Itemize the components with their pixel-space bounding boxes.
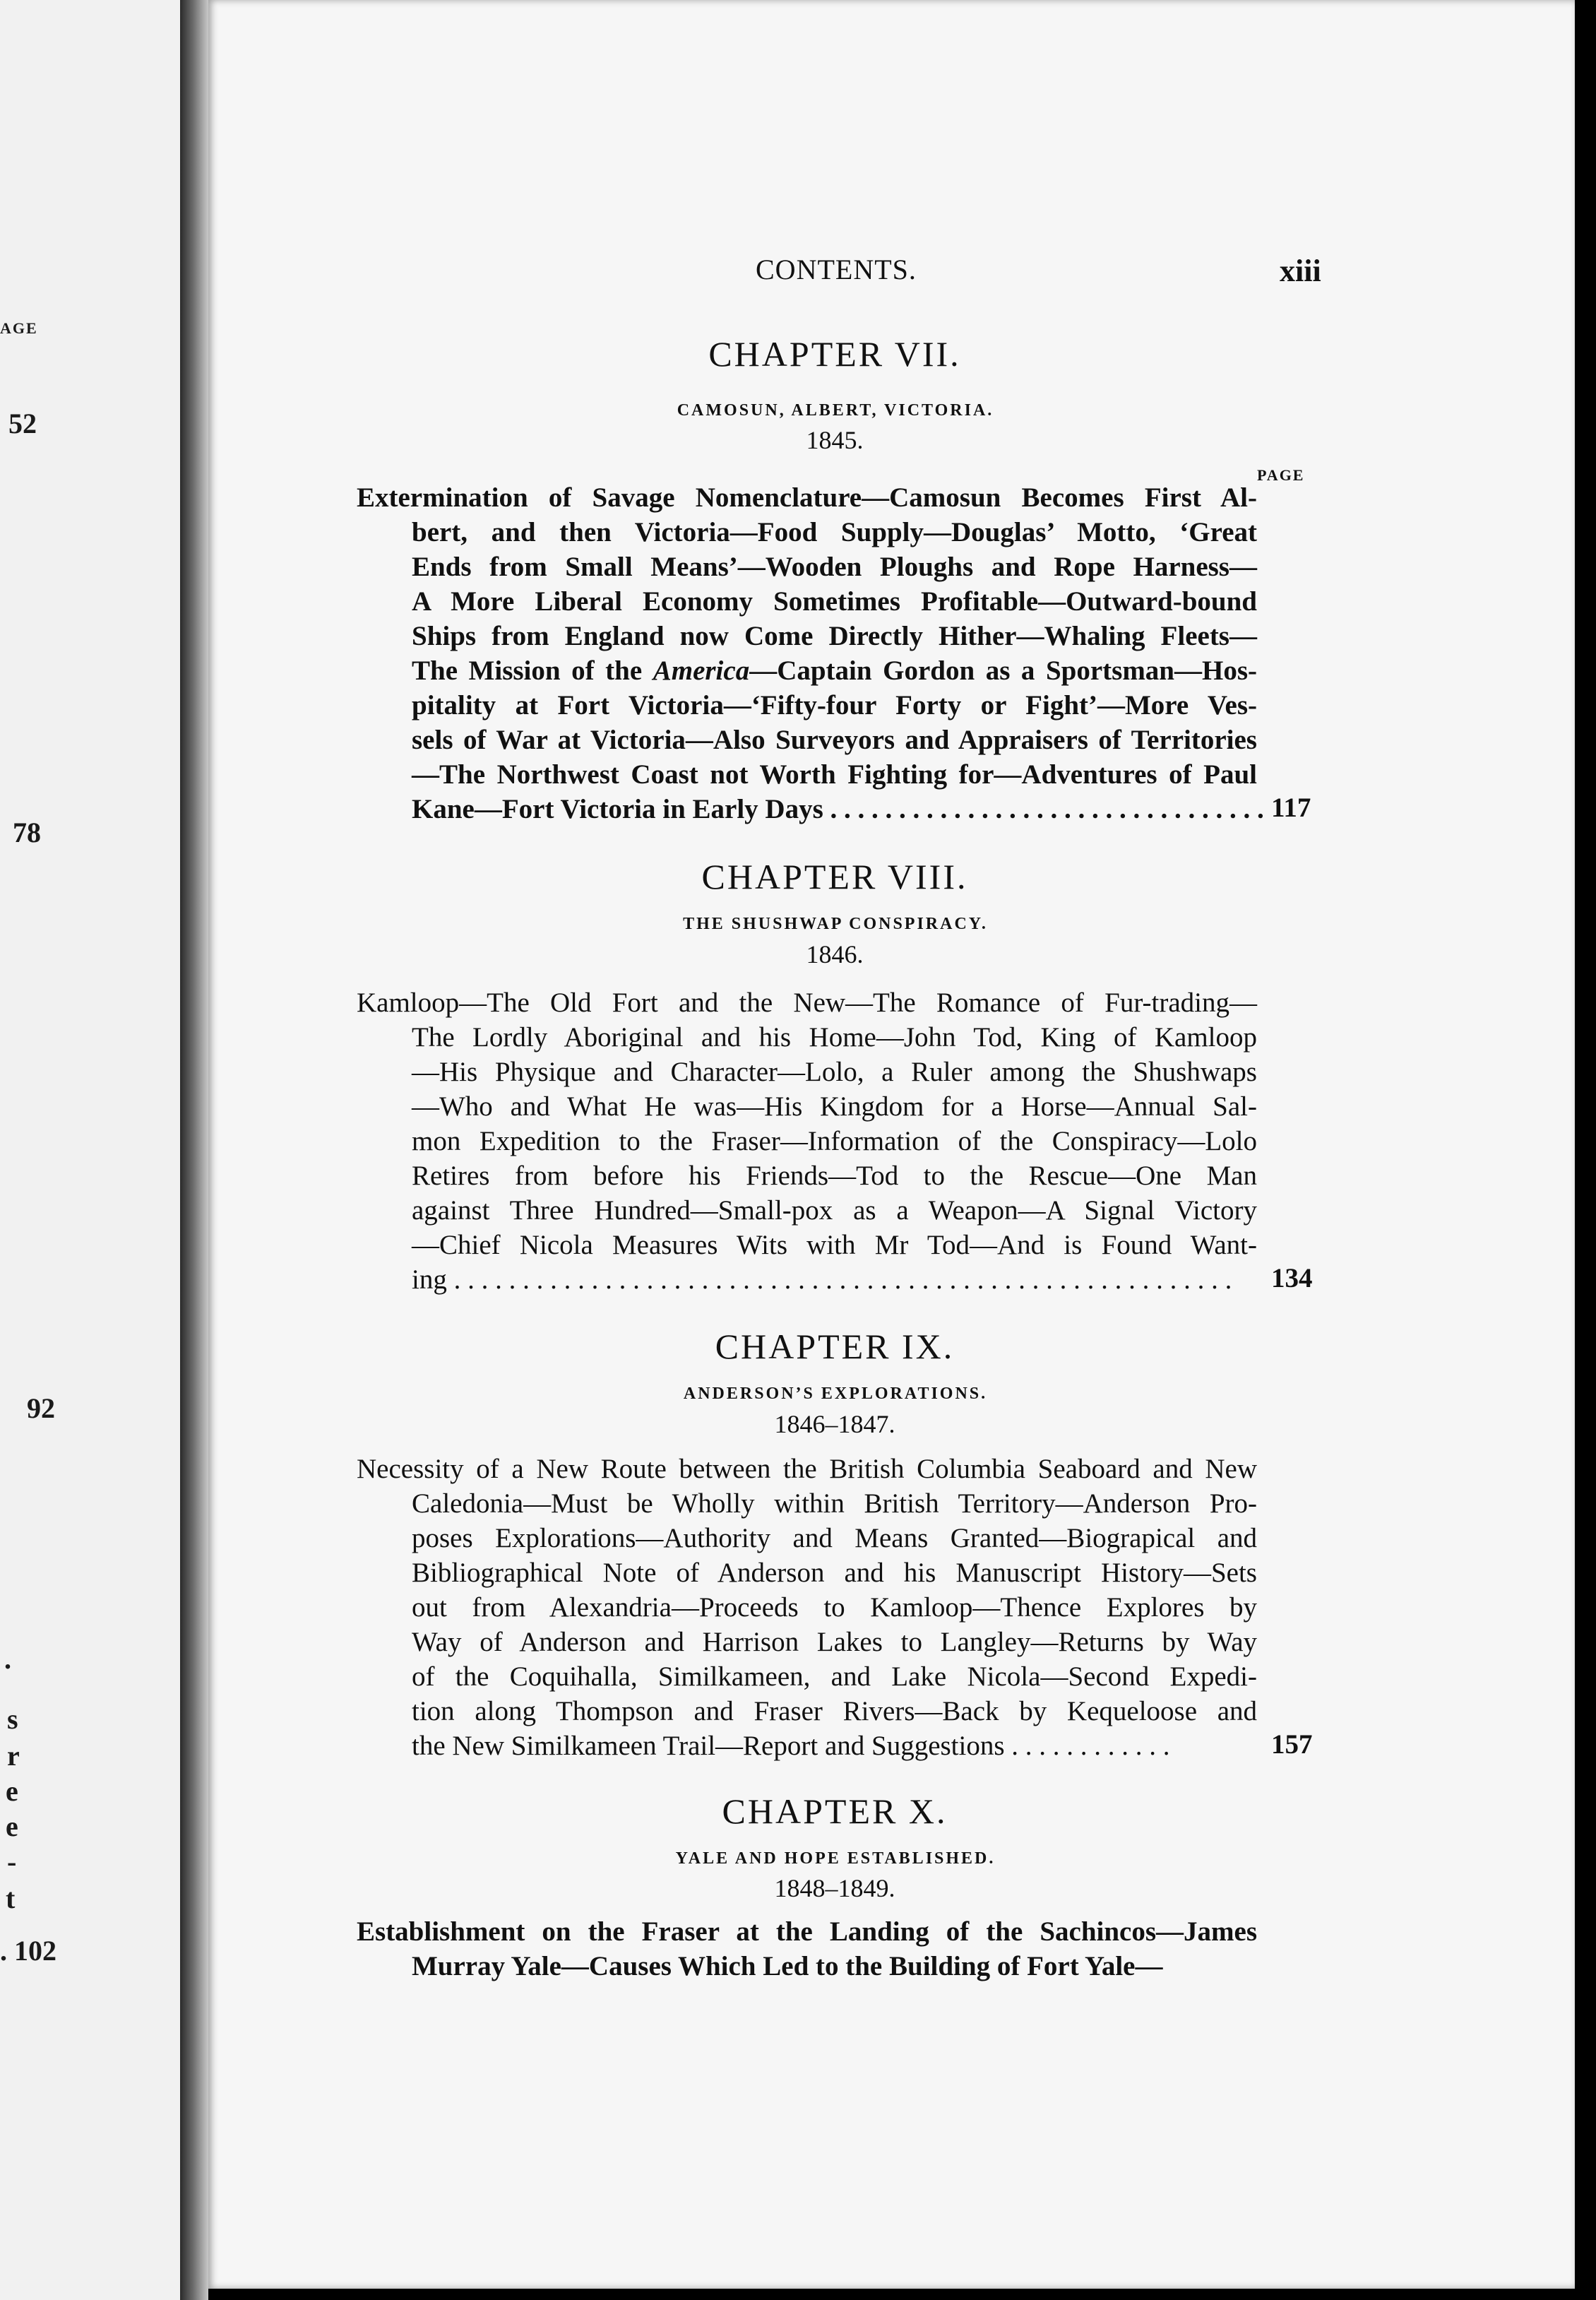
synopsis-line: —Who and What He was—His Kingdom for a Horse—Annual Sal- — [412, 1091, 1257, 1122]
chapter-subtitle: YALE AND HOPE ESTABLISHED. — [675, 1849, 996, 1868]
synopsis-line: Ships from England now Come Directly Hither—Whaling Fleets— — [412, 621, 1257, 651]
synopsis-line: Bibliographical Note of Anderson and his Manuscript History—Sets — [412, 1558, 1257, 1588]
page-number: 134 — [1271, 1263, 1313, 1293]
facing-page-fragment-char: s — [7, 1703, 18, 1735]
facing-page-fragment-char: - — [7, 1846, 17, 1878]
facing-page-fragment-char: . — [4, 1643, 11, 1675]
facing-page-number: 52 — [8, 408, 37, 439]
synopsis-line: against Three Hundred—Small-pox as a Weapon—A Signal Victory — [412, 1195, 1257, 1226]
running-head: CONTENTS. — [756, 254, 917, 285]
facing-page-label: AGE — [0, 319, 38, 337]
synopsis-line: sels of War at Victoria—Also Surveyors and Appraisers of Territories — [412, 725, 1257, 755]
synopsis-line: mon Expedition to the Fraser—Information of the Conspiracy—Lolo — [412, 1126, 1257, 1156]
facing-page-fragment-char: e — [6, 1810, 18, 1842]
synopsis-line: of the Coquihalla, Similkameen, and Lake Nicola—Second Expedi- — [412, 1661, 1257, 1692]
facing-page-fragment-char: t — [6, 1883, 16, 1914]
chapter-year: 1846. — [806, 940, 864, 968]
synopsis-line: Kamloop—The Old Fort and the New—The Romance of Fur-trading— — [357, 988, 1257, 1018]
synopsis-line: The Mission of the America—Captain Gordon as a Sportsman—Hos- — [412, 656, 1257, 686]
chapter-title: CHAPTER VII. — [708, 334, 961, 374]
synopsis-line: tion along Thompson and Fraser Rivers—Back by Kequeloose and — [412, 1696, 1257, 1726]
synopsis-line: Ends from Small Means’—Wooden Ploughs and Rope Harness— — [412, 552, 1257, 582]
synopsis-line: Way of Anderson and Harrison Lakes to Langley—Returns by Way — [412, 1627, 1257, 1657]
synopsis-line: pitality at Fort Victoria—‘Fifty-four Forty or Fight’—More Ves- — [412, 690, 1257, 721]
chapter-subtitle: ANDERSON’S EXPLORATIONS. — [683, 1385, 988, 1403]
folio: xiii — [1280, 254, 1321, 288]
synopsis-line: Extermination of Savage Nomenclature—Camosun Becomes First Al- — [357, 482, 1257, 513]
chapter-title: CHAPTER VIII. — [701, 857, 968, 896]
facing-page-number: 78 — [13, 817, 41, 848]
chapter-synopsis — [357, 480, 1264, 826]
page-column-label: PAGE — [1257, 466, 1305, 484]
page-number: 157 — [1271, 1729, 1313, 1760]
synopsis-line: A More Liberal Economy Sometimes Profitable—Outward-bound — [412, 586, 1257, 617]
facing-page-fragment-char: e — [6, 1775, 18, 1807]
synopsis-line: —Chief Nicola Measures Wits with Mr Tod—And is Found Want- — [412, 1230, 1257, 1260]
synopsis-line: —His Physique and Character—Lolo, a Ruler among the Shushwaps — [412, 1057, 1257, 1087]
chapter-year: 1845. — [806, 426, 864, 454]
chapter-synopsis — [357, 1914, 1257, 1984]
chapter-year: 1848–1849. — [774, 1874, 895, 1902]
chapter-subtitle: CAMOSUN, ALBERT, VICTORIA. — [677, 401, 994, 420]
facing-page-number: 92 — [27, 1392, 55, 1424]
synopsis-line: poses Explorations—Authority and Means Granted—Biograpical and — [412, 1523, 1257, 1553]
facing-page-number: . 102 — [0, 1935, 56, 1967]
synopsis-line: Necessity of a New Route between the British Columbia Seaboard and New — [357, 1454, 1257, 1484]
facing-page-fragment-char: r — [7, 1740, 20, 1772]
page-number: 117 — [1271, 793, 1311, 823]
chapter-year: 1846–1847. — [774, 1410, 895, 1438]
synopsis-line: Retires from before his Friends—Tod to the Rescue—One Man — [412, 1161, 1257, 1191]
chapter-subtitle: THE SHUSHWAP CONSPIRACY. — [683, 915, 988, 933]
synopsis-line: bert, and then Victoria—Food Supply—Douglas’ Motto, ‘Great — [412, 517, 1257, 547]
synopsis-line: Caledonia—Must be Wholly within British Territory—Anderson Pro- — [412, 1488, 1257, 1519]
book-gutter — [180, 0, 208, 2300]
synopsis-line: Murray Yale—Causes Which Led to the Building of Fort Yale— — [412, 1951, 1163, 1981]
synopsis-line: The Lordly Aboriginal and his Home—John Tod, King of Kamloop — [412, 1022, 1257, 1053]
page-edge — [1575, 0, 1596, 2300]
facing-page-fragment — [0, 0, 180, 2300]
synopsis-line: ing . . . . . . . . . . . . . . . . . . . . . . . . . . . . . . . . . . . . . . . . . . . . . . . . . . . . . . . . . — [412, 1264, 1232, 1295]
chapter-title: CHAPTER X. — [722, 1791, 948, 1831]
synopsis-line: —The Northwest Coast not Worth Fighting for—Adventures of Paul — [412, 759, 1257, 790]
synopsis-line: out from Alexandria—Proceeds to Kamloop—Thence Explores by — [412, 1592, 1257, 1623]
synopsis-line: Kane—Fort Victoria in Early Days . . . . . . . . . . . . . . . . . . . . . . . . . . . . . . . . — [412, 794, 1264, 824]
synopsis-line: Establishment on the Fraser at the Landing of the Sachincos—James — [357, 1916, 1257, 1947]
chapter-title: CHAPTER IX. — [715, 1327, 955, 1366]
ship-name: America — [653, 656, 750, 686]
chapter-synopsis — [357, 1452, 1257, 1763]
synopsis-line: the New Similkameen Trail—Report and Suggestions . . . . . . . . . . . . — [412, 1731, 1170, 1761]
chapter-synopsis — [357, 985, 1257, 1297]
